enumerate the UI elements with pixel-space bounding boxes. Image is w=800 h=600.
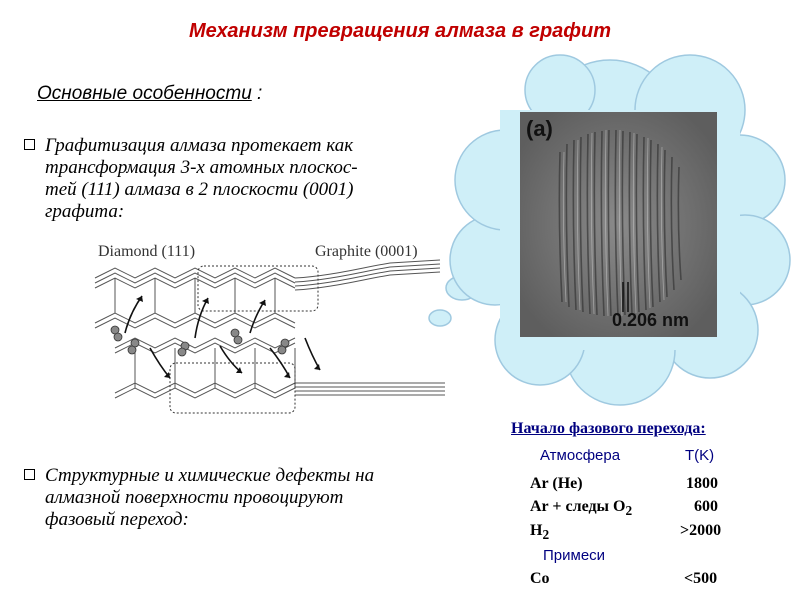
- diamond-graphite-diagram: [90, 238, 450, 418]
- phase-col-atmosphere: Атмосфера: [540, 447, 621, 464]
- checkbox-bullet-icon: [24, 139, 35, 150]
- bullet-graphitization: [45, 135, 358, 223]
- phase-impurities-label: Примеси: [543, 547, 606, 564]
- phase-row-atm-text: Ar + следы O: [530, 498, 626, 515]
- section-heading-text: Основные особенности: [37, 83, 252, 104]
- phase-table-heading: Начало фазового перехода:: [511, 420, 706, 437]
- phase-row-atm-sub: 2: [625, 503, 633, 519]
- section-heading-colon: :: [257, 83, 263, 104]
- lattice-fringes: [520, 112, 717, 337]
- phase-row-temp: <500: [684, 570, 718, 587]
- bullet-line: фазовый переход:: [45, 509, 189, 530]
- page-title: Механизм превращения алмаза в графит: [189, 20, 611, 42]
- diagram-label-graphite: Graphite (0001): [315, 243, 418, 260]
- phase-row-atm-sub: 2: [542, 527, 550, 543]
- phase-row-temp: 1800: [686, 475, 718, 492]
- bullet-line: тей (111) алмаза в 2 плоскости (0001): [45, 179, 354, 200]
- bullet-line: Графитизация алмаза протекает как: [45, 135, 354, 156]
- phase-row-atm-text: H: [530, 522, 543, 539]
- checkbox-bullet-icon: [24, 469, 35, 480]
- bullet-line: Структурные и химические дефекты на: [45, 465, 375, 486]
- phase-row-atm: [530, 522, 549, 543]
- bullet-defects: [45, 465, 374, 531]
- phase-row-atm: Co: [530, 570, 550, 587]
- bullet-line: трансформация 3-х атомных плоскос-: [45, 157, 358, 178]
- section-heading: [37, 83, 262, 105]
- phase-row-temp: 600: [694, 498, 718, 515]
- diagram-label-diamond: Diamond (111): [98, 243, 196, 260]
- bullet-line: графита:: [45, 201, 125, 222]
- phase-row-atm: Ar (He): [530, 475, 583, 492]
- phase-col-temp: T(K): [685, 447, 715, 464]
- phase-row-temp: >2000: [680, 522, 722, 539]
- tem-scale-label: 0.206 nm: [612, 310, 690, 330]
- tem-panel-label: (a): [526, 116, 553, 141]
- phase-row-atm: [530, 498, 632, 519]
- tem-micrograph: [520, 112, 717, 337]
- bullet-line: алмазной поверхности провоцируют: [45, 487, 344, 508]
